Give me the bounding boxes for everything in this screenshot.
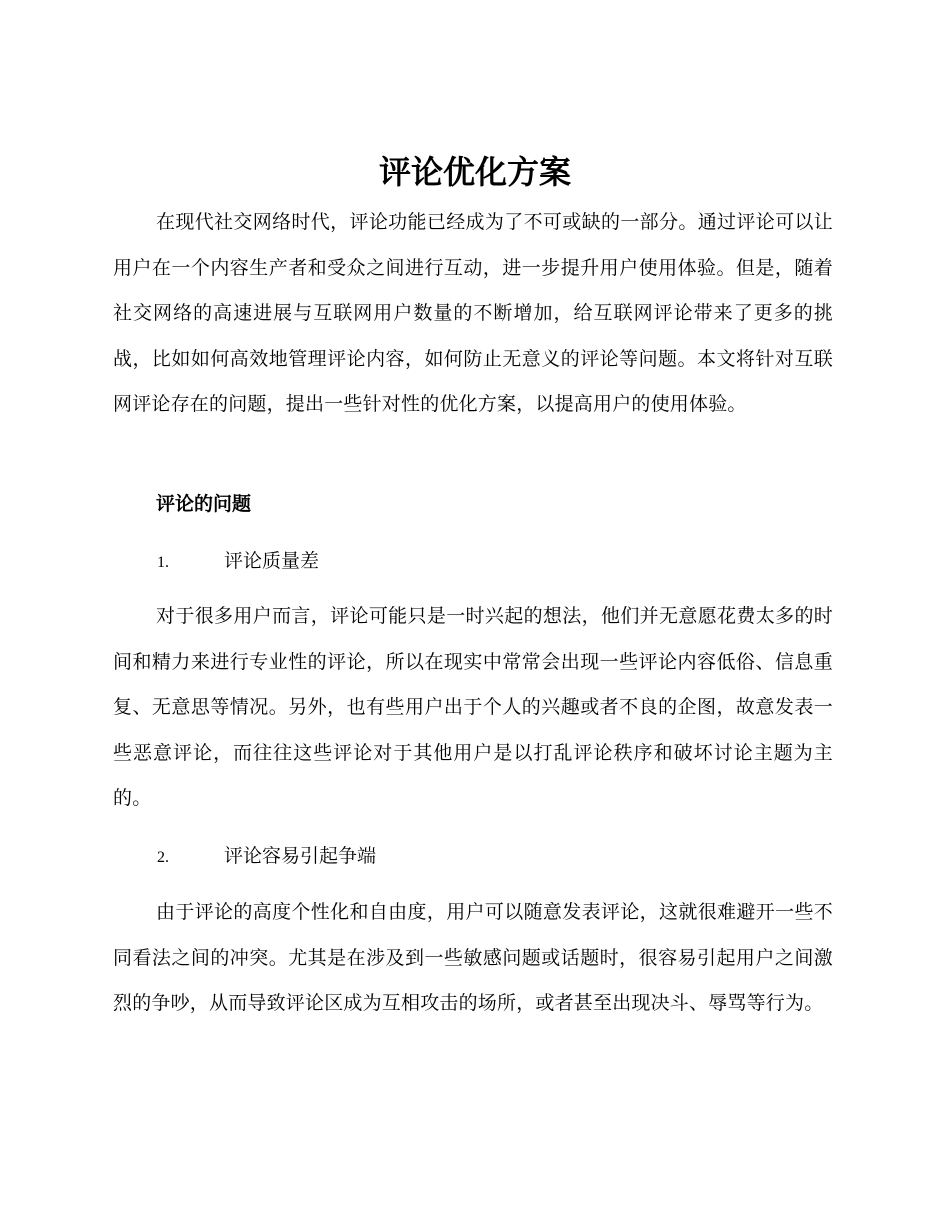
list-item-1-heading xyxy=(157,545,319,579)
intro-paragraph: 在现代社交网络时代，评论功能已经成为了不可或缺的一部分。通过评论可以让用户在一个内容生产者和受众之间进行互动，进一步提升用户使用体验。但是，随着社交网络的高速进展与互联网用户数量的不断增加，给互联网评论带来了更多的挑战，比如如何高效地管理评论内容，如何防止无意义的评论等问题。本文将针对互联网评论存在的问题，提出一些针对性的优化方案，以提高用户的使用体验。 xyxy=(113,211,833,416)
list-item-1-body: 对于很多用户而言，评论可能只是一时兴起的想法，他们并无意愿花费太多的时间和精力来进行专业性的评论，所以在现实中常常会出现一些评论内容低俗、信息重复、无意思等情况。另外，也有些用户出于个人的兴趣或者不良的企图，故意发表一些恶意评论，而往往这些评论对于其他用户是以打乱评论秩序和破坏讨论主题为主的。 xyxy=(113,605,833,810)
list-item-2-heading xyxy=(157,840,376,874)
list-item-2-title: 评论容易引起争端 xyxy=(224,845,377,867)
list-item-1-title: 评论质量差 xyxy=(224,550,320,572)
list-item-1-number: 1. xyxy=(157,554,169,571)
document-title: 评论优化方案 xyxy=(378,153,571,191)
section-heading: 评论的问题 xyxy=(156,493,252,515)
list-item-2-body: 由于评论的高度个性化和自由度，用户可以随意发表评论，这就很难避开一些不同看法之间的冲突。尤其是在涉及到一些敏感问题或话题时，很容易引起用户之间激烈的争吵，从而导致评论区成为互相攻击的场所，或者甚至出现决斗、辱骂等行为。 xyxy=(113,901,833,1015)
list-item-2-number: 2. xyxy=(157,849,169,866)
